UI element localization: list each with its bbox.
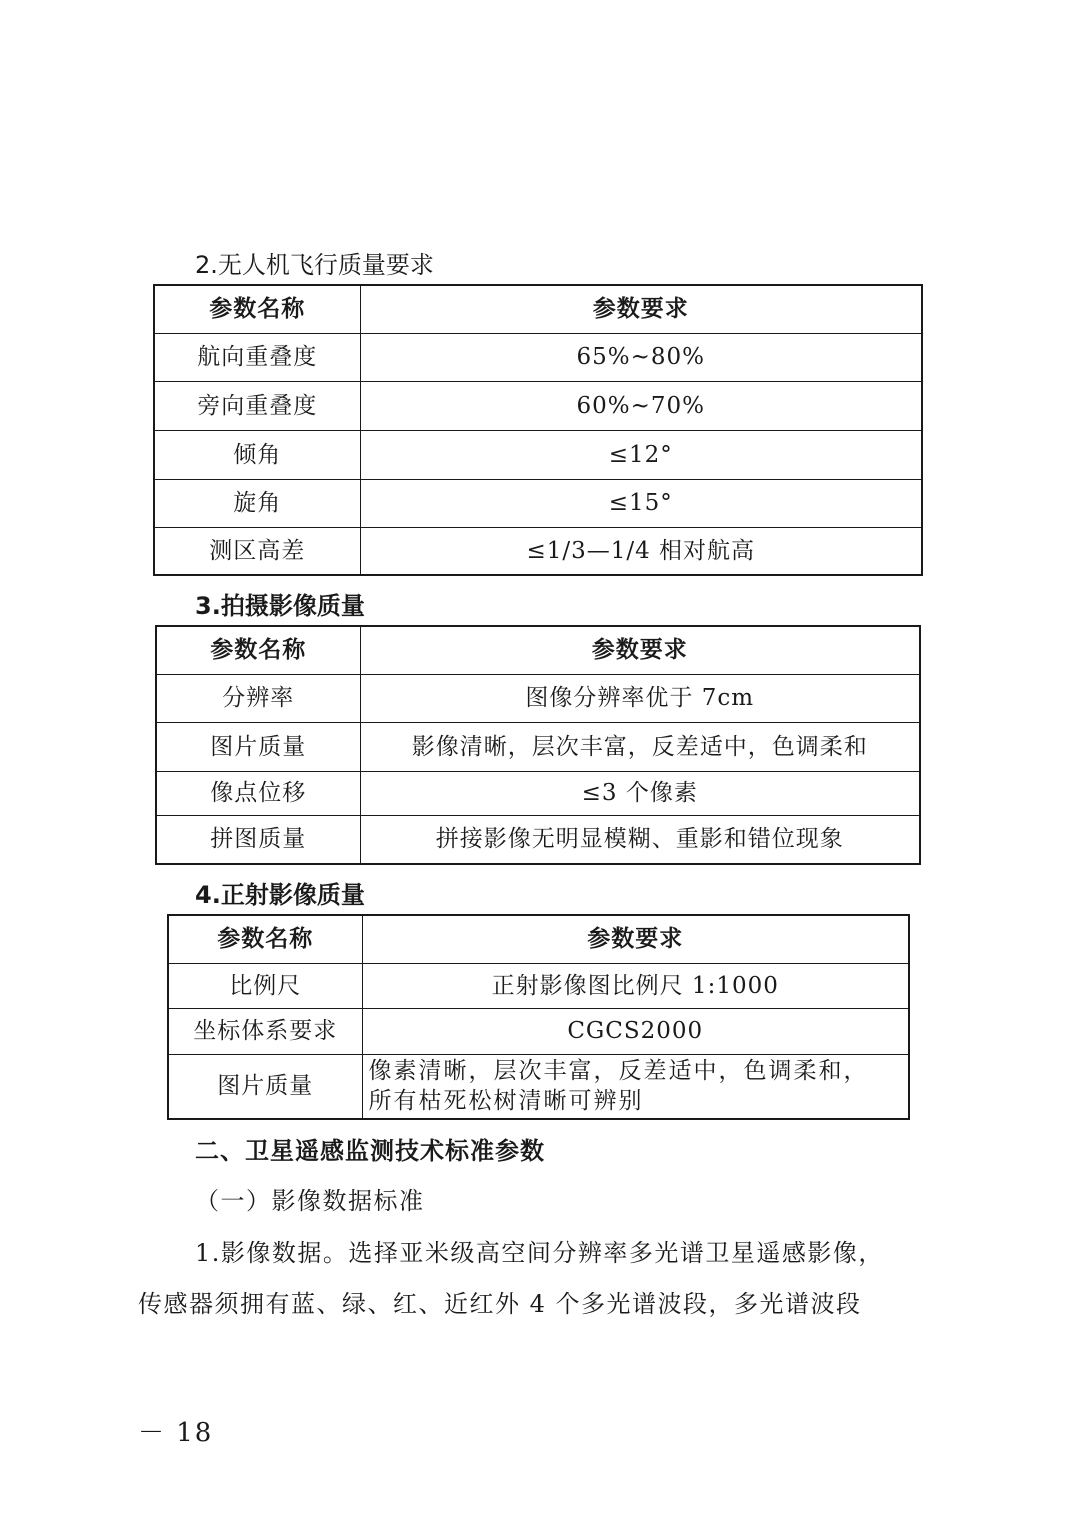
header-param-req: 参数要求 (362, 915, 909, 963)
param-value-multiline (362, 1054, 909, 1119)
table-row (154, 527, 922, 575)
param-value: ≤12° (360, 430, 922, 479)
param-name: 旋角 (154, 479, 360, 527)
header-param-name: 参数名称 (168, 915, 362, 963)
page-number: － 18 (138, 1418, 214, 1448)
param-value: 影像清晰，层次丰富，反差适中，色调柔和 (360, 722, 920, 771)
table-header-row (168, 915, 909, 963)
header-param-name: 参数名称 (154, 285, 360, 333)
section-2-title: 2.无人机飞行质量要求 (195, 251, 434, 279)
table-row (168, 963, 909, 1008)
paragraph-line: 1.影像数据。选择亚米级高空间分辨率多光谱卫星遥感影像， (195, 1239, 884, 1267)
image-capture-quality-table (155, 625, 921, 865)
param-name: 比例尺 (168, 963, 362, 1008)
chapter-heading: 二、卫星遥感监测技术标准参数 (195, 1137, 545, 1165)
table-row (156, 674, 920, 722)
param-value-line-1: 像素清晰，层次丰富，反差适中，色调柔和， (368, 1058, 869, 1085)
ortho-image-quality-table (167, 914, 910, 1120)
paragraph-line: 传感器须拥有蓝、绿、红、近红外 4 个多光谱波段，多光谱波段 (138, 1290, 862, 1318)
param-value-line-2: 所有枯死松树清晰可辨别 (368, 1088, 644, 1115)
param-name: 航向重叠度 (154, 333, 360, 381)
param-value: 60%~70% (360, 381, 922, 430)
table-row (156, 815, 920, 864)
table-row (154, 479, 922, 527)
param-name: 图片质量 (168, 1054, 362, 1119)
table-row (154, 381, 922, 430)
param-value: ≤1/3—1/4 相对航高 (360, 527, 922, 575)
param-value: 图像分辨率优于 7cm (360, 674, 920, 722)
param-name: 拼图质量 (156, 815, 360, 864)
table-row (156, 722, 920, 771)
header-param-name: 参数名称 (156, 626, 360, 674)
param-name: 分辨率 (156, 674, 360, 722)
param-value: 拼接影像无明显模糊、重影和错位现象 (360, 815, 920, 864)
header-param-req: 参数要求 (360, 285, 922, 333)
param-name: 倾角 (154, 430, 360, 479)
param-value: CGCS2000 (362, 1008, 909, 1054)
param-name: 图片质量 (156, 722, 360, 771)
param-name: 像点位移 (156, 771, 360, 815)
param-value: ≤15° (360, 479, 922, 527)
sub-heading: （一）影像数据标准 (195, 1187, 425, 1215)
table-row (156, 771, 920, 815)
param-name: 坐标体系要求 (168, 1008, 362, 1054)
table-row (154, 333, 922, 381)
uav-flight-quality-table (153, 284, 923, 576)
param-value: ≤3 个像素 (360, 771, 920, 815)
section-4-title: 4.正射影像质量 (195, 881, 365, 909)
header-param-req: 参数要求 (360, 626, 920, 674)
table-row (168, 1008, 909, 1054)
section-3-title: 3.拍摄影像质量 (195, 592, 365, 620)
param-value: 正射影像图比例尺 1:1000 (362, 963, 909, 1008)
param-name: 测区高差 (154, 527, 360, 575)
table-row (168, 1054, 909, 1119)
param-value: 65%~80% (360, 333, 922, 381)
table-header-row (154, 285, 922, 333)
table-row (154, 430, 922, 479)
param-name: 旁向重叠度 (154, 381, 360, 430)
table-header-row (156, 626, 920, 674)
